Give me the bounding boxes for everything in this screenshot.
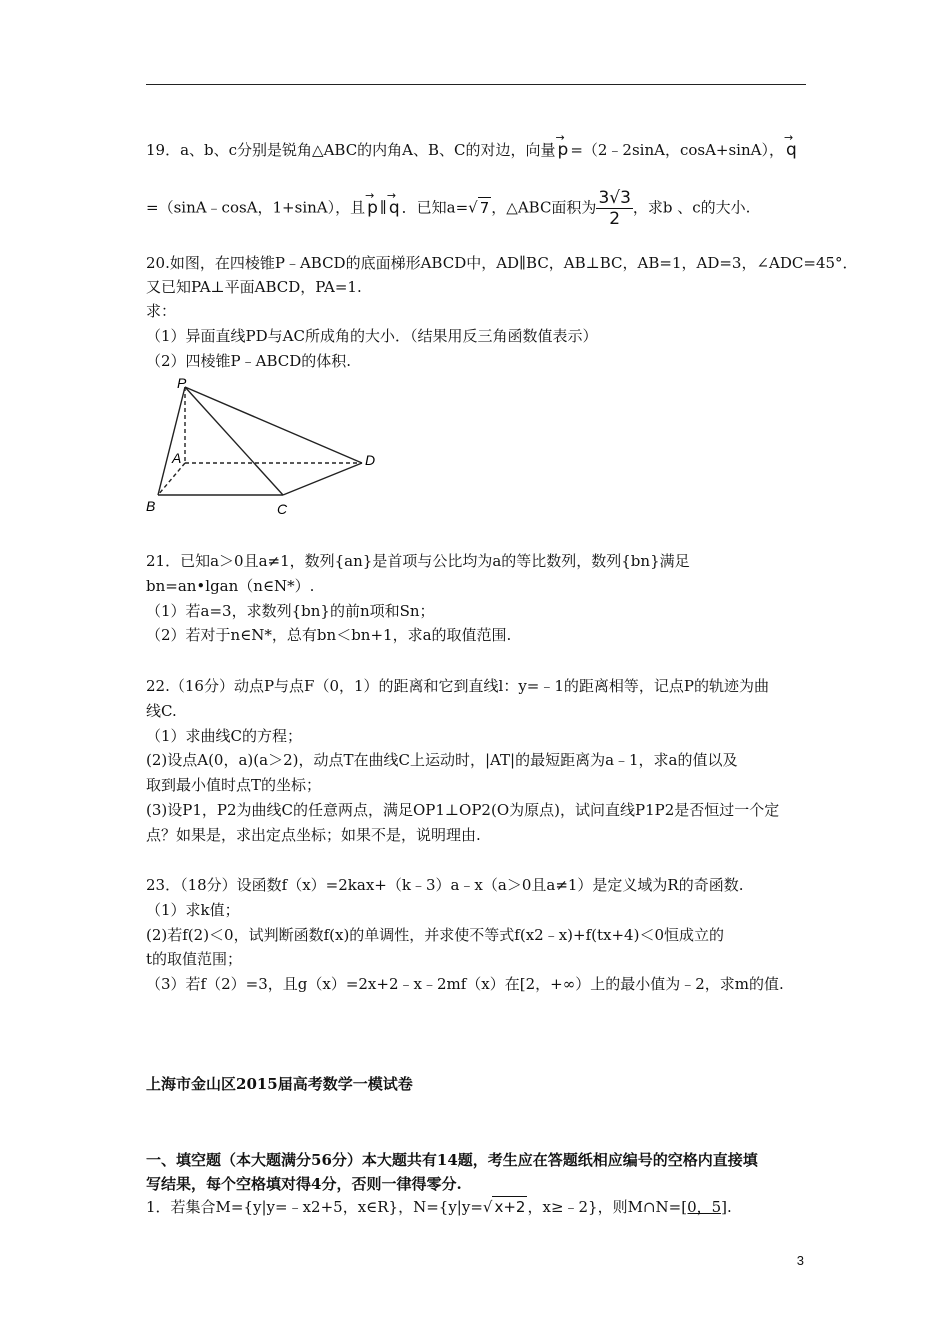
q23-line-4: t的取值范围； [146,950,243,968]
q21-line-2: bn=an•lgan（n∈N*）. [146,577,315,595]
q23-line-3: (2)若f(2)＜0，试判断函数f(x)的单调性，并求使不等式f(x2﹣x)+f(tx+4)＜0恒成立的 [146,926,724,944]
pyramid-figure [140,375,390,520]
q22-line-6: (3)设P1，P2为曲线C的任意两点，满足OP1⊥OP2(O为原点)，试问直线P1P2是否恒过一个定 [146,801,780,819]
page-number: 3 [796,1253,804,1268]
q23-line-1: 23．（18分）设函数f（x）=2kax+（k﹣3）a﹣x（a＞0且a≠1）是定义域为R的奇函数. [146,876,744,894]
q23-line-5: （3）若f（2）=3，且g（x）=2x+2﹣x﹣2mf（x）在[2，+∞）上的最小值为﹣2，求m的值. [146,975,784,993]
q19-line-1: 19．a、b、c分别是锐角△ABC的内角A、B、C的对边，向量→ p =（2﹣2sinA，cosA+sinA），→ q [146,140,799,160]
section1-line-1: 一、填空题（本大题满分56分）本大题共有14题，考生应在答题纸相应编号的空格内直接填 [146,1151,758,1169]
q22-line-4: (2)设点A(0，a)(a＞2)，动点T在曲线C上运动时，|AT|的最短距离为a﹣1，求a的值以及 [146,751,738,769]
area-fraction: $\frac{3√3}{2}$ [598,188,631,229]
label-B: B [146,498,156,514]
q21-line-4: （2）若对于n∈N*，总有bn＜bn+1，求a的取值范围. [146,626,512,644]
q20-line-4: （1）异面直线PD与AC所成角的大小．（结果用反三角函数值表示） [146,327,598,345]
vector-q: → q [784,140,799,160]
label-C: C [277,501,288,517]
q20-line-3: 求： [146,302,177,320]
section1-line-2: 写结果，每个空格填对得4分，否则一律得零分. [146,1175,462,1193]
sqrt-7: 7 [479,198,490,217]
q20-line-5: （2）四棱锥P﹣ABCD的体积. [146,352,352,370]
label-A: A [172,450,182,466]
q21-line-1: 21．已知a＞0且a≠1，数列{an}是首项与公比均为a的等比数列，数列{bn}满足 [146,552,690,570]
vector-p: → p [556,140,571,160]
q21-line-3: （1）若a=3，求数列{bn}的前n项和Sn； [146,602,435,620]
q20-line-2: 又已知PA⊥平面ABCD，PA=1. [146,278,362,296]
label-D: D [365,452,376,468]
q22-line-7: 点？如果是，求出定点坐标；如果不是，说明理由. [146,826,481,844]
q22-line-3: （1）求曲线C的方程； [146,727,303,745]
q19-line-2: =（sinA﹣cosA，1+sinA），且→ p ∥→ q ．已知a=√ 7 ，△ABC面积为 $\frac{3√3}{2}$ ，求b 、c的大小. [146,188,750,229]
q22-line-2: 线C. [146,702,177,720]
edge-PB [158,387,185,495]
q1-line: 1．若集合M={y|y=﹣x2+5，x∈R}，N={y|y=√ x+2 ，x≥﹣2}，则M∩N=[0，5]. [146,1198,732,1216]
q22-line-5: 取到最小值时点T的坐标； [146,776,322,794]
header-rule [146,84,806,85]
vector-q: → q [387,198,402,218]
edge-CD [283,463,362,495]
edge-PC [185,387,283,495]
label-P: P [177,375,187,391]
q20-line-1: 20.如图，在四棱锥P﹣ABCD的底面梯形ABCD中，AD∥BC，AB⊥BC，AB=1，AD=3，∠ADC=45°． [146,254,858,272]
q23-line-2: （1）求k值； [146,901,240,919]
edge-PD [185,387,362,463]
vector-p: → p [365,198,380,218]
q22-line-1: 22.（16分）动点P与点F（0，1）的距离和它到直线l：y=﹣1的距离相等，记点P的轨迹为曲 [146,677,770,695]
q1-answer: [0，5] [681,1198,728,1216]
sqrt-x-plus-2: x+2 [494,1198,526,1216]
exam-title: 上海市金山区2015届高考数学一模试卷 [146,1075,413,1093]
